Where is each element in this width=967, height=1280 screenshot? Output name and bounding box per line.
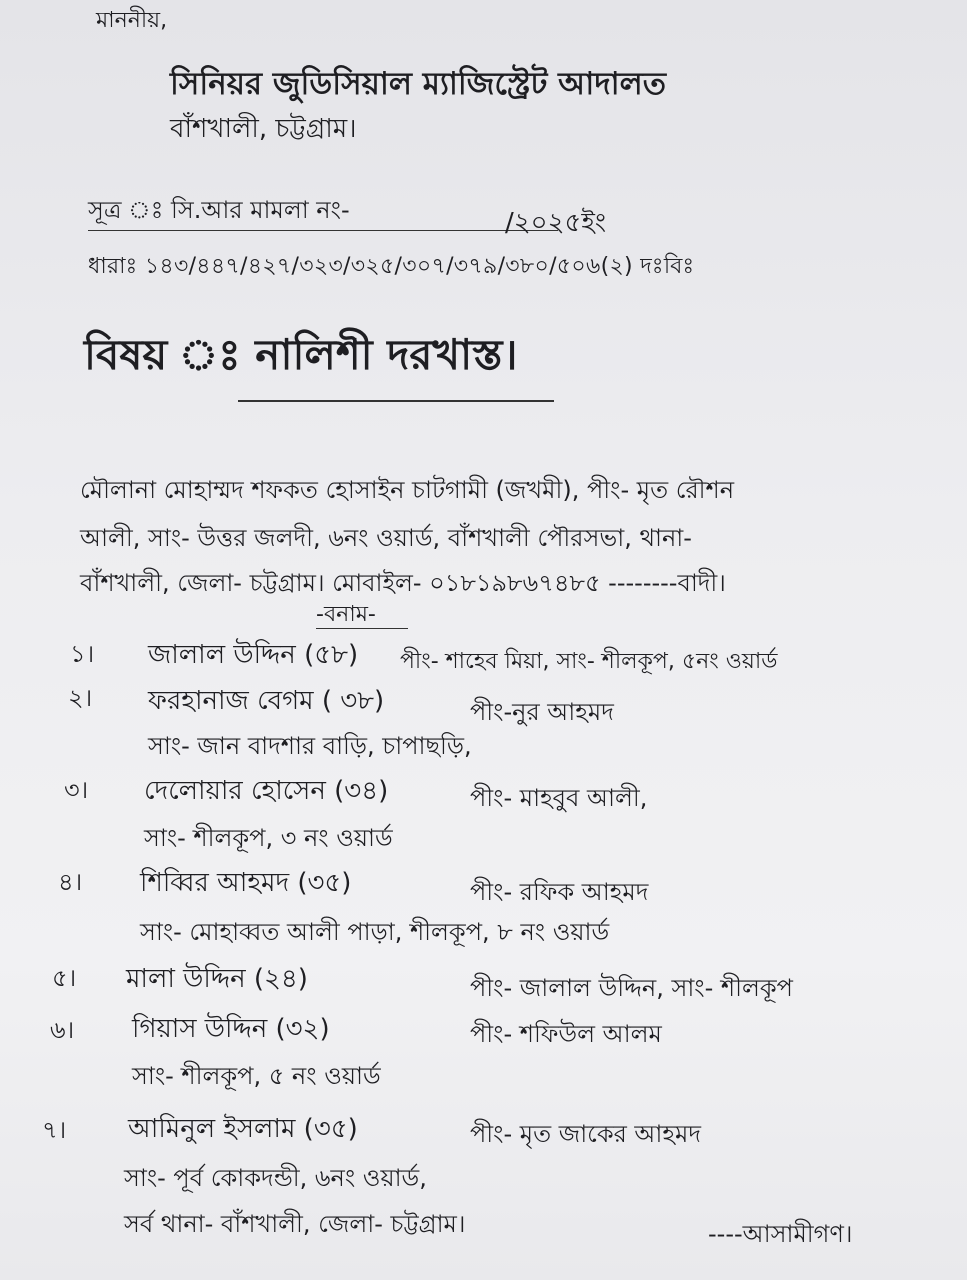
defendant-number: ৫। xyxy=(52,964,77,992)
defendant-address: সাং- শীলকূপ, ৫ নং ওয়ার্ড xyxy=(132,1062,381,1090)
defendant-father: পীং- রফিক আহমদ xyxy=(470,878,649,906)
court-name: সিনিয়র জুডিসিয়াল ম্যাজিস্ট্রেট আদালত xyxy=(170,66,666,102)
case-year: /২০২৫ইং xyxy=(505,208,607,238)
defendant-name: মালা উদ্দিন (২৪) xyxy=(126,964,308,994)
complainant-line-3: বাঁশখালী, জেলা- চট্টগ্রাম। মোবাইল- ০১৮১৯৮৬৭৪৮৫ --------বাদী। xyxy=(80,569,726,597)
complainant-line-2: আলী, সাং- উত্তর জলদী, ৬নং ওয়ার্ড, বাঁশখালী পৌরসভা, থানা- xyxy=(80,524,692,552)
defendant-father: পীং- শাহেব মিয়া, সাং- শীলকূপ, ৫নং ওয়ার্ড xyxy=(400,649,778,674)
defendant-father: পীং- জালাল উদ্দিন, সাং- শীলকূপ xyxy=(470,974,793,1002)
common-address-line: সর্ব থানা- বাঁশখালী, জেলা- চট্টগ্রাম। xyxy=(124,1210,466,1238)
defendant-address: সাং- শীলকূপ, ৩ নং ওয়ার্ড xyxy=(144,824,393,852)
defendant-name: জালাল উদ্দিন (৫৮) xyxy=(148,640,359,670)
subject-heading: বিষয় ঃ নালিশী দরখাস্ত। xyxy=(84,330,518,379)
accused-label: ----আসামীগণ। xyxy=(708,1220,853,1248)
defendant-address: সাং- পূর্ব কোকদন্ডী, ৬নং ওয়ার্ড, xyxy=(124,1164,427,1192)
case-reference-label: সূত্র ঃ সি.আর মামলা নং- xyxy=(88,196,350,224)
penal-code-sections: ধারাঃ ১৪৩/৪৪৭/৪২৭/৩২৩/৩২৫/৩০৭/৩৭৯/৩৮০/৫০৬(২) দঃবিঃ xyxy=(88,254,695,279)
defendant-name: ফরহানাজ বেগম ( ৩৮) xyxy=(148,686,385,716)
defendant-number: ২। xyxy=(68,684,93,712)
versus-label: -বনাম- xyxy=(316,602,376,627)
subject-underline xyxy=(238,400,554,402)
court-location: বাঁশখালী, চট্টগ্রাম। xyxy=(170,114,357,144)
defendant-father: পীং- মাহবুব আলী, xyxy=(470,784,648,812)
versus-underline xyxy=(316,628,408,629)
defendant-father: পীং-নুর আহমদ xyxy=(470,698,614,726)
complainant-line-1: মৌলানা মোহাম্মদ শফকত হোসাইন চাটগামী (জখমী), পীং- মৃত রৌশন xyxy=(80,476,735,504)
defendant-number: ৭। xyxy=(42,1116,67,1144)
defendant-number: ১। xyxy=(70,640,95,668)
defendant-name: আমিনুল ইসলাম (৩৫) xyxy=(128,1114,358,1144)
defendant-name: দেলোয়ার হোসেন (৩৪) xyxy=(144,776,389,806)
defendant-name: শিব্বির আহমদ (৩৫) xyxy=(140,868,352,898)
defendant-father: পীং- শফিউল আলম xyxy=(470,1020,662,1048)
defendant-address: সাং- জান বাদশার বাড়ি, চাপাছড়ি, xyxy=(148,732,472,760)
defendant-number: ৪। xyxy=(58,868,83,896)
defendant-name: গিয়াস উদ্দিন (৩২) xyxy=(132,1014,330,1044)
defendant-address: সাং- মোহাব্বত আলী পাড়া, শীলকূপ, ৮ নং ওয়ার্ড xyxy=(140,918,610,946)
salutation: মাননীয়, xyxy=(96,8,168,33)
defendant-number: ৬। xyxy=(50,1016,75,1044)
case-number-blank-line xyxy=(88,230,558,231)
defendant-father: পীং- মৃত জাকের আহমদ xyxy=(470,1120,701,1148)
defendant-number: ৩। xyxy=(64,776,89,804)
